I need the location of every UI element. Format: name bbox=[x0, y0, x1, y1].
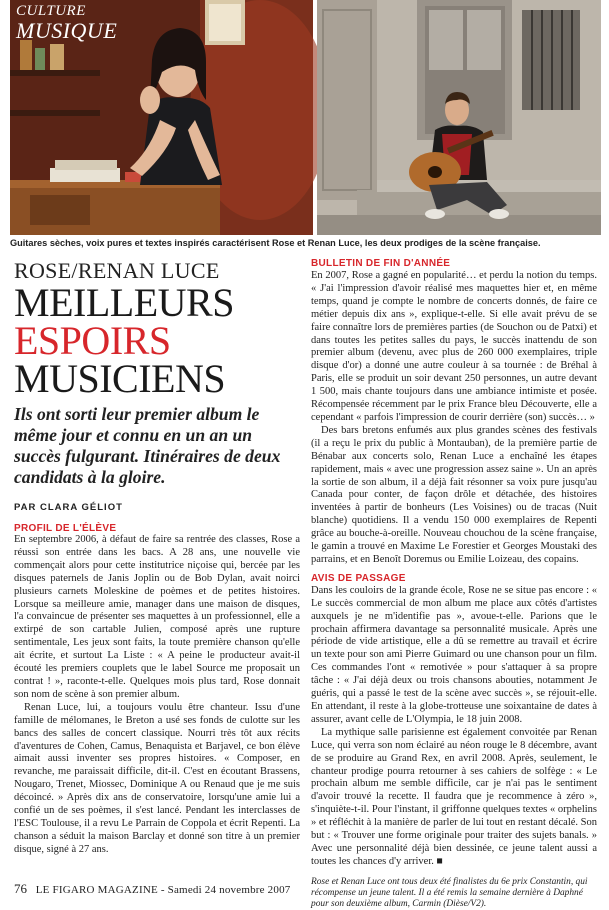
body-profil bbox=[14, 534, 300, 857]
prize-note: Rose et Renan Luce ont tous deux été finalistes du 6e prix Constantin, qui récompense un jeune talent. Il a été remis la semaine dernière à Daphné pour son deuxième album, Carmin (Dièse/V2). bbox=[311, 876, 588, 909]
photo-renan-luce bbox=[317, 0, 601, 235]
right-column bbox=[311, 258, 597, 910]
article-byline: PAR CLARA GÉLIOT bbox=[14, 502, 123, 513]
page-footer bbox=[14, 881, 291, 897]
photo-caption: Guitares sèches, voix pures et textes inspirés caractérisent Rose et Renan Luce, les deux prodiges de la scène française. bbox=[10, 238, 541, 248]
subhead-profil: PROFIL DE L'ÉLÈVE bbox=[14, 523, 117, 534]
paragraph: Des bars bretons enfumés aux plus grandes scènes des festivals (il a reçu le prix du public à Montauban), de la première partie de Bénabar aux concerts solo, Renan Luce a enchaîné les étapes rapidement, mais « avec une progression assez saine ». Un an après la sortie de son album, il a déjà fait résonner sa voix pure jusqu'au Canada pour conter, de façon drôle et détachée, des histoires inventées à partir de bonheurs (Les Voisines) ou de tracas (Nuit blanche) quotidiens. Il a vendu 150 000 exemplaires de Repenti grâce au bouche-à-oreille. Nouveau chouchou de la scène française, le gamin a trouvé en Maxime Le Forestier et Georges Moustaki des parrains, et en Benoît Doremus ou Emilie Loizeau, des copains. bbox=[311, 424, 597, 565]
article-kicker: ROSE/RENAN LUCE bbox=[14, 258, 220, 283]
photo-band bbox=[10, 0, 601, 235]
headline-line-2: ESPOIRS bbox=[14, 318, 171, 363]
body-bulletin bbox=[311, 270, 597, 567]
body-avis bbox=[311, 585, 597, 869]
subhead-bulletin: BULLETIN DE FIN D'ANNÉE bbox=[311, 258, 451, 269]
section-tag-musique: MUSIQUE bbox=[16, 18, 118, 43]
paragraph: La mythique salle parisienne est également convoitée par Renan Luce, qui verra son nom éclairé au néon rouge le 8 décembre, avant de se produire au Grand Rex, en avril 2008. Après, seulement, le chanteur prodige pourra retourner à ses cahiers de solfège : « Le prochain album me semble difficile, car je n'ai pas le sentiment d'avoir trouvé la recette. Il faudra que je recommence à zéro », s'inquiète-t-il. Pour l'instant, il griffonne quelques textes « orphelins » et réfléchit à la manière de parler de lui tout en restant décalé. Son but : « Trouver une forme originale pour traiter des sujets banals. » Avec une personnalité déjà bien dessinée, ce jeune talent aussi a toutes les chances d'y arriver. ■ bbox=[311, 726, 597, 867]
section-tag-culture: CULTURE bbox=[16, 3, 86, 19]
headline-line-1: MEILLEURS bbox=[14, 280, 234, 325]
subhead-avis: AVIS DE PASSAGE bbox=[311, 572, 406, 584]
photo-rose bbox=[10, 0, 313, 235]
page-number: 76 bbox=[14, 881, 27, 896]
article-headline bbox=[14, 280, 300, 401]
paragraph: En septembre 2006, à défaut de faire sa rentrée des classes, Rose a réussi son entrée dans les bacs. A 28 ans, une nouvelle vie commençait alors pour cette institutrice niçoise qui, bercée par les disques paternels de Janis Joplin ou de Bob Dylan, avait noirci plusieurs carnets Moleskine de poèmes et de petites histoires. Lorsque sa meilleure amie, manager dans une maison de disques, l'a convaincue de présenter ses maquettes à un professionnel, elle a extirpé de son cartable Julien, composé après une rupture sentimentale, Les jeux sont faits, la toute première chanson qu'elle ait écrite, et surtout La Liste : « A peine le producteur avait-il écouté les premiers couplets que le label Source me proposait un contrat ! », raconte-t-elle. Quelques mois plus tard, Rose donnait son nom de scène à son premier album. bbox=[14, 534, 300, 700]
publication-line: LE FIGARO MAGAZINE - Samedi 24 novembre 2007 bbox=[35, 884, 291, 896]
photo-renan-illustration bbox=[317, 0, 601, 235]
paragraph: Renan Luce, lui, a toujours voulu être chanteur. Issu d'une famille de mélomanes, le Breton a usé ses fonds de culotte sur les bancs des salles de concert classique. Nourri très tôt aux récits d'aventures de Cohen, Camus, Benaquista et Barjavel, ce bon élève aimait aussi inventer ses propres histoires. « Composer, en revanche, me paraissait difficile, dit-il. C'est en écoutant Brassens, Nougaro, Trenet, Miossec, Dominique A ou Renaud que je me suis décoincé. » Après dix ans de conservatoire, lorsqu'une amie lui a confié un de ses poèmes, il s'est lancé. Pendant les interclasses de l'ESC Toulouse, il a revu Le Parrain de Coppola et écrit Repenti. La chanson a séduit la maison Barclay et donné son titre à un premier disque, signé à 27 ans. bbox=[14, 701, 300, 855]
article-dek: Ils ont sorti leur premier album le même jour et connu en un an un succès fulgurant. Itinéraires de deux candidats à la gloire. bbox=[14, 404, 281, 487]
section-tag bbox=[16, 4, 117, 42]
left-column bbox=[14, 258, 300, 857]
paragraph: En 2007, Rose a gagné en popularité… et perdu la notion du temps. « J'ai l'impression d'avoir réalisé mes maquettes hier et, en même temps, quand je compte le nombre de concerts donnés, de faire ce métier depuis dix ans », explique-t-elle. Si elle avait prévu de se faire connaître lors de premières parties (de Souchon ou de Patxi) et dans toutes les petites salles du pays, le succès inattendu de son premier album (devenu, avec plus de 260 000 exemplaires, triple disque d'or) a donné une autre couleur à sa tournée : de Bréhal à Paris, elle se produit un soir devant 250 personnes, un autre devant 1 500, mais chante toujours dans une ambiance intimiste et posée. Récompensée récemment par le prix France bleu Découverte, elle a cependant « parfois l'impression de courir derrière (son) succès… » bbox=[311, 270, 597, 423]
headline-line-3: MUSICIENS bbox=[14, 356, 226, 401]
paragraph: Dans les couloirs de la grande école, Rose ne se situe pas encore : « Le succès commercial de mon album me place aux côtés d'artistes auxquels je ne m'identifie pas », avoue-t-elle. Parions que le prochain affirmera davantage sa personnalité musicale. Après une période de vide artistique, elle a dû se remettre au travail et écrire un texte pour son ami Pierre Guimard ou une chanson pour un film. Ces commandes l'ont « remotivée » pour s'attaquer à sa propre tâche : « J'ai déjà deux ou trois chansons abouties, notamment Je guéris, qui a passé le test de la scène avec succès », se réjouit-elle. En attendant, il reste à la globe-trotteuse une soixantaine de dates à assurer, avant celle de L'Olympia, le 18 juin 2008. bbox=[311, 584, 597, 725]
